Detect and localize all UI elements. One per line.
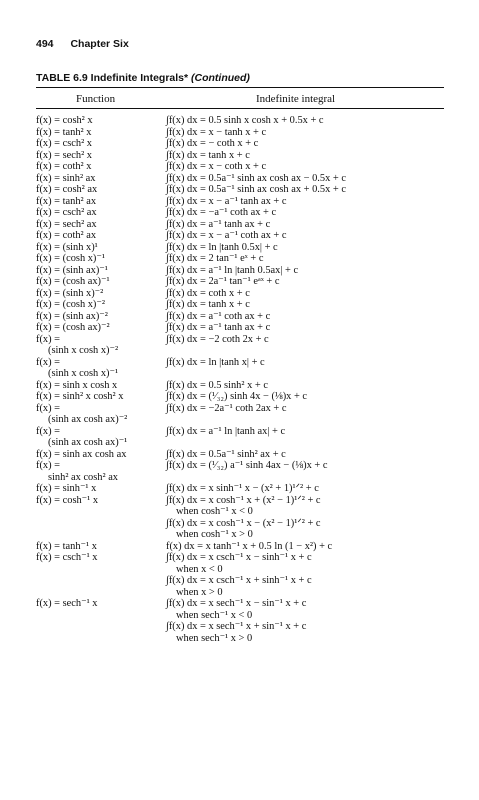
table-row bbox=[36, 541, 456, 553]
table-row bbox=[36, 184, 456, 196]
function-cell: f(x) = (sinh x)¹ bbox=[36, 241, 98, 253]
integral-cell: ∫f(x) dx = −2a⁻¹ coth 2ax + c bbox=[166, 402, 287, 414]
integral-cell: ∫f(x) dx = tanh x + c bbox=[166, 299, 250, 310]
integral-cell: ∫f(x) dx = x sech⁻¹ x + sin⁻¹ x + c bbox=[166, 621, 307, 632]
table-label: TABLE 6.9 bbox=[36, 72, 88, 84]
function-cell: f(x) = bbox=[36, 425, 61, 437]
integral-cell: ∫f(x) dx = a⁻¹ ln |tanh ax| + c bbox=[166, 425, 286, 437]
integral-cell: ∫f(x) dx = x csch⁻¹ x + sinh⁻¹ x + c bbox=[166, 575, 312, 586]
table-row bbox=[36, 495, 456, 507]
function-cell: f(x) = cosh² ax bbox=[36, 184, 98, 195]
table-header-rule bbox=[36, 108, 444, 109]
integral-cell: ∫f(x) dx = −a⁻¹ coth ax + c bbox=[166, 207, 277, 218]
integral-cell: ∫f(x) dx = a⁻¹ tanh ax + c bbox=[166, 218, 271, 230]
page-header bbox=[36, 38, 129, 50]
column-header-function: Function bbox=[76, 93, 116, 105]
function-cell: sinh² ax cosh² ax bbox=[48, 471, 119, 483]
function-cell: f(x) = sinh x cosh x bbox=[36, 379, 118, 391]
table-row bbox=[36, 276, 456, 288]
integral-cell: ∫f(x) dx = 0.5a⁻¹ sinh² ax + c bbox=[166, 448, 286, 460]
integral-cell: ∫f(x) dx = tanh x + c bbox=[166, 149, 250, 161]
table-row bbox=[36, 150, 456, 162]
integral-cell: ∫f(x) dx = a⁻¹ tanh ax + c bbox=[166, 322, 271, 333]
integral-cell: ∫f(x) dx = 2a⁻¹ tan⁻¹ eᵃˣ + c bbox=[166, 276, 280, 287]
integral-cell: ∫f(x) dx = x sinh⁻¹ x − (x² + 1)¹ᐟ² + c bbox=[166, 483, 319, 494]
table-row bbox=[36, 161, 456, 173]
function-cell: f(x) = csch² x bbox=[36, 138, 93, 149]
table-row bbox=[36, 288, 456, 300]
table-row bbox=[36, 368, 456, 380]
function-cell: f(x) = tanh⁻¹ x bbox=[36, 540, 97, 552]
integral-cell: ∫f(x) dx = − coth x + c bbox=[166, 138, 259, 149]
table-row bbox=[36, 345, 456, 357]
function-cell: f(x) = bbox=[36, 402, 61, 414]
integral-cell: ∫f(x) dx = ln |tanh x| + c bbox=[166, 356, 265, 368]
table-top-rule bbox=[36, 87, 444, 88]
integral-cell: ∫f(x) dx = x sech⁻¹ x − sin⁻¹ x + c bbox=[166, 598, 307, 609]
table-row bbox=[36, 518, 456, 530]
function-cell: f(x) = (sinh ax)⁻² bbox=[36, 310, 108, 322]
table-row bbox=[36, 207, 456, 219]
integral-cell: ∫f(x) dx = 0.5a⁻¹ sinh ax cosh ax − 0.5x + c bbox=[166, 172, 346, 184]
table-row bbox=[36, 299, 456, 311]
table-row bbox=[36, 196, 456, 208]
page-number: 494 bbox=[36, 38, 54, 50]
integral-cell: ∫f(x) dx = 2 tan⁻¹ eˣ + c bbox=[166, 253, 264, 264]
table-row bbox=[36, 414, 456, 426]
table-row bbox=[36, 253, 456, 265]
integral-cell: when x > 0 bbox=[176, 586, 223, 598]
table-row bbox=[36, 403, 456, 415]
table-row bbox=[36, 357, 456, 369]
table-row bbox=[36, 621, 456, 633]
integral-cell: ∫f(x) dx = −2 coth 2x + c bbox=[166, 333, 269, 345]
table-row bbox=[36, 633, 456, 645]
column-header-integral: Indefinite integral bbox=[256, 93, 336, 105]
function-cell: f(x) = csch⁻¹ x bbox=[36, 552, 98, 563]
integral-cell: ∫f(x) dx = a⁻¹ coth ax + c bbox=[166, 310, 271, 322]
integral-cell: ∫f(x) dx = 0.5 sinh² x + c bbox=[166, 379, 268, 391]
table-row bbox=[36, 552, 456, 564]
integral-cell: ∫f(x) dx = a⁻¹ ln |tanh 0.5ax| + c bbox=[166, 264, 299, 276]
function-cell: f(x) = cosh² x bbox=[36, 115, 93, 126]
table-row bbox=[36, 265, 456, 277]
function-cell: f(x) = sinh ax cosh ax bbox=[36, 448, 127, 460]
table-row bbox=[36, 575, 456, 587]
function-cell: f(x) = sech² ax bbox=[36, 218, 97, 230]
table-row bbox=[36, 483, 456, 495]
table-row bbox=[36, 230, 456, 242]
table-row bbox=[36, 598, 456, 610]
function-cell: f(x) = bbox=[36, 333, 61, 345]
table-row bbox=[36, 242, 456, 254]
function-cell: f(x) = coth² ax bbox=[36, 230, 97, 241]
integral-cell: ∫f(x) dx = x cosh⁻¹ x − (x² − 1)¹ᐟ² + c bbox=[166, 517, 321, 529]
table-continued: (Continued) bbox=[191, 72, 250, 84]
table-row bbox=[36, 506, 456, 518]
function-cell: f(x) = (sinh ax)⁻¹ bbox=[36, 264, 108, 276]
function-cell: f(x) = sinh⁻¹ x bbox=[36, 483, 97, 494]
table-row bbox=[36, 173, 456, 185]
integral-cell: when cosh⁻¹ x < 0 bbox=[176, 506, 253, 517]
function-cell: f(x) = sinh² x cosh² x bbox=[36, 391, 124, 402]
function-cell: f(x) = sech² x bbox=[36, 149, 93, 161]
table-row bbox=[36, 426, 456, 438]
integral-cell: when sech⁻¹ x < 0 bbox=[176, 609, 253, 621]
table-row bbox=[36, 460, 456, 472]
table-row bbox=[36, 138, 456, 150]
function-cell: (sinh ax cosh ax)⁻¹ bbox=[48, 437, 128, 448]
integral-cell: ∫f(x) dx = x csch⁻¹ x − sinh⁻¹ x + c bbox=[166, 552, 312, 563]
table-row bbox=[36, 311, 456, 323]
function-cell: (sinh x cosh x)⁻² bbox=[48, 345, 119, 356]
integral-cell: ∫f(x) dx = x − coth x + c bbox=[166, 161, 267, 172]
integral-cell: ∫f(x) dx = (¹⁄₃₂) sinh 4x − (⅛)x + c bbox=[166, 391, 308, 402]
function-cell: f(x) = csch² ax bbox=[36, 207, 97, 218]
integral-cell: ∫f(x) dx = (¹⁄₃₂) a⁻¹ sinh 4ax − (⅛)x + c bbox=[166, 460, 328, 471]
table-row bbox=[36, 437, 456, 449]
table-row bbox=[36, 127, 456, 139]
integral-cell: ∫f(x) dx = x cosh⁻¹ x + (x² − 1)¹ᐟ² + c bbox=[166, 494, 321, 506]
integral-cell: ∫f(x) dx = coth x + c bbox=[166, 287, 250, 299]
integral-cell: f(x) dx = x tanh⁻¹ x + 0.5 ln (1 − x²) + c bbox=[166, 540, 333, 552]
table-row bbox=[36, 380, 456, 392]
table-row bbox=[36, 564, 456, 576]
table-row bbox=[36, 391, 456, 403]
integral-cell: when cosh⁻¹ x > 0 bbox=[176, 529, 253, 540]
table-row bbox=[36, 610, 456, 622]
function-cell: f(x) = (cosh ax)⁻¹ bbox=[36, 276, 110, 287]
integral-cell: ∫f(x) dx = x − a⁻¹ coth ax + c bbox=[166, 230, 287, 241]
table-title: Indefinite Integrals* bbox=[90, 72, 189, 84]
table-row bbox=[36, 322, 456, 334]
integral-cell: ∫f(x) dx = ln |tanh 0.5x| + c bbox=[166, 241, 278, 253]
table-row bbox=[36, 449, 456, 461]
function-cell: f(x) = coth² x bbox=[36, 161, 92, 172]
table-row bbox=[36, 529, 456, 541]
table-row bbox=[36, 334, 456, 346]
function-cell: f(x) = (cosh ax)⁻² bbox=[36, 322, 110, 333]
table-row bbox=[36, 587, 456, 599]
function-cell: f(x) = sinh² ax bbox=[36, 172, 96, 184]
integral-table-body bbox=[36, 115, 456, 644]
integral-cell: ∫f(x) dx = x − tanh x + c bbox=[166, 126, 267, 138]
chapter-title: Chapter Six bbox=[70, 38, 129, 50]
function-cell: f(x) = cosh⁻¹ x bbox=[36, 494, 99, 506]
function-cell: f(x) = bbox=[36, 460, 61, 471]
function-cell: f(x) = sech⁻¹ x bbox=[36, 598, 98, 609]
table-row bbox=[36, 219, 456, 231]
table-row bbox=[36, 472, 456, 484]
function-cell: f(x) = bbox=[36, 356, 61, 368]
integral-cell: when x < 0 bbox=[176, 563, 223, 575]
table-caption bbox=[36, 72, 250, 84]
function-cell: f(x) = tanh² x bbox=[36, 126, 92, 138]
function-cell: (sinh x cosh x)⁻¹ bbox=[48, 368, 119, 379]
integral-cell: when sech⁻¹ x > 0 bbox=[176, 632, 253, 644]
function-cell: f(x) = (cosh x)⁻¹ bbox=[36, 253, 105, 264]
function-cell: (sinh ax cosh ax)⁻² bbox=[48, 414, 128, 425]
integral-cell: ∫f(x) dx = 0.5 sinh x cosh x + 0.5x + c bbox=[166, 115, 324, 126]
integral-cell: ∫f(x) dx = 0.5a⁻¹ sinh ax cosh ax + 0.5x + c bbox=[166, 184, 346, 195]
table-row bbox=[36, 115, 456, 127]
function-cell: f(x) = (cosh x)⁻² bbox=[36, 299, 105, 310]
function-cell: f(x) = (sinh x)⁻² bbox=[36, 287, 104, 299]
integral-cell: ∫f(x) dx = x − a⁻¹ tanh ax + c bbox=[166, 195, 287, 207]
function-cell: f(x) = tanh² ax bbox=[36, 195, 97, 207]
